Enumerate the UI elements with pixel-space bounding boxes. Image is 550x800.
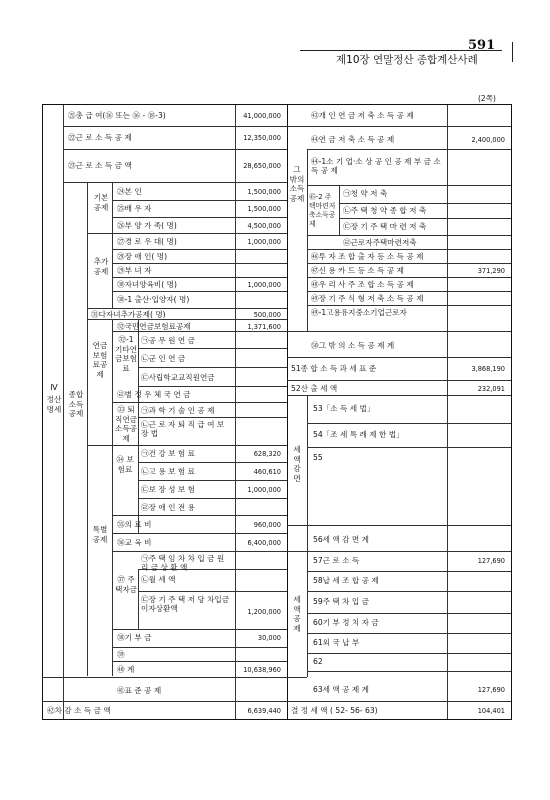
- insurance-amount-3: 1,000,000: [247, 486, 281, 494]
- label-31: ㉛다자녀추가공제( 명): [91, 310, 166, 319]
- label-64: 결 정 세 액 ( 52- 56- 63): [291, 706, 378, 715]
- label-27: ㉗경 로 우 대( 명): [117, 237, 177, 246]
- amount-51: 3,868,190: [471, 365, 505, 373]
- credit-item-1: 57근 로 소 득: [313, 556, 360, 565]
- retire-item-1: ㉠과 학 기 술 인 공 제: [141, 406, 215, 415]
- other-deduction-group: 그 밖의 소득공제: [289, 165, 305, 203]
- insurance-amount-1: 628,320: [253, 450, 281, 458]
- amount-38: 30,000: [257, 634, 281, 642]
- section-title: 정산명세: [46, 395, 62, 414]
- basic-deduction-group: 기본공제: [93, 193, 109, 212]
- housing-savings-2: ㉡주 택 청 약 종 합 저 축: [343, 206, 427, 215]
- label-21: ㉑총 급 여(⑯ 또는 ⑯ - ⑱-3): [68, 111, 166, 120]
- amount-24: 1,500,000: [247, 188, 281, 196]
- credit-item-2: 58납 세 조 합 공 제: [313, 576, 379, 585]
- label-26: ㉖부 양 가 족( 명): [117, 221, 177, 230]
- retirement-group: ㉝ 퇴직연금소득공제: [115, 405, 138, 443]
- amount-42: 6,639,440: [247, 707, 281, 715]
- page-indicator: (2쪽): [478, 94, 496, 103]
- tax-reduction-group: 세액감면: [293, 445, 301, 483]
- label-28: ㉘장 애 인( 명): [117, 252, 168, 261]
- amount-25: 1,500,000: [247, 205, 281, 213]
- housing-item-2: ㉡월 세 액: [141, 575, 176, 584]
- label-23: ㉓근 로 소 득 금 액: [68, 161, 132, 170]
- amount-21: 41,000,000: [243, 112, 281, 120]
- insurance-item-1: ㉠건 강 보 험 료: [141, 449, 195, 458]
- housing-item-3: ㉢장 기 주 택 저 당 차입금이자상환액: [141, 595, 230, 613]
- label-47: ㊼신 용 카 드 등 소 득 공 제: [311, 266, 404, 275]
- label-48: ㊽우 리 사 주 조 합 소 득 공 제: [311, 280, 414, 289]
- label-43: ㊸개 인 연 금 저 축 소 득 공 제: [311, 111, 414, 120]
- credit-amount-1: 127,690: [477, 557, 505, 565]
- label-36: ㊱교 육 비: [117, 538, 152, 547]
- label-24: ㉔본 인: [117, 187, 142, 196]
- label-44-1: ㊹-1소 기 업·소 상 공 인 공 제 부 금 소 득 공 제: [311, 157, 441, 175]
- insurance-item-3: ㉢보 장 성 보 험: [141, 485, 195, 494]
- label-30-1: ㉚-1 출산·입양자( 명): [117, 295, 190, 304]
- amount-52: 232,091: [477, 385, 505, 393]
- header-divider: [512, 42, 513, 62]
- label-52: 52산 출 세 액: [291, 384, 338, 393]
- housing-amount-3: 1,200,000: [247, 608, 281, 616]
- amount-27: 1,000,000: [247, 238, 281, 246]
- amount-40: 10,638,960: [243, 666, 281, 674]
- amount-32: 1,371,600: [247, 323, 281, 331]
- credit-item-6: 62: [313, 657, 323, 666]
- extra-deduction-group: 추가공제: [93, 257, 109, 276]
- label-40: ㊵ 계: [117, 665, 135, 674]
- label-41: ㊶표 준 공 제: [117, 686, 162, 695]
- other-pension-group: ㉜-1 기타연금보험료: [115, 335, 138, 373]
- retire-item-2: ㉡근 로 자 퇴 직 급 여 보 장 법: [141, 420, 225, 438]
- insurance-group: ㉞ 보험료: [116, 455, 134, 474]
- amount-30: 1,000,000: [247, 281, 281, 289]
- section-number: Ⅳ: [50, 383, 58, 392]
- label-29: ㉙부 녀 자: [117, 266, 152, 275]
- pension-group: 연금보험료공제: [92, 341, 108, 379]
- chapter-title: 제10장 연말정산 종합계산사례: [336, 54, 478, 66]
- label-38: ㊳기 부 금: [117, 633, 152, 642]
- reduction-item-1: 53「소 득 세 법」: [313, 404, 375, 413]
- housing-fund-group: ㊲ 주택자금: [115, 575, 138, 594]
- insurance-item-4: ㉣장 애 인 전 용: [141, 503, 195, 512]
- reduction-item-2: 54「조 세 특 례 제 한 법」: [313, 430, 404, 439]
- housing-item-1: ㉠주 택 임 차 차 입 금 원 리 금 상 환 액: [141, 554, 225, 572]
- housing-savings-1: ㉠청 약 저 축: [343, 189, 388, 198]
- amount-64: 104,401: [477, 707, 505, 715]
- credit-item-5: 61외 국 납 부: [313, 638, 360, 647]
- amount-36: 6,400,000: [247, 539, 281, 547]
- label-51: 51종 합 소 득 과 세 표 준: [291, 364, 377, 373]
- amount-63: 127,690: [477, 686, 505, 694]
- label-39: ㊴: [117, 650, 125, 659]
- credit-item-4: 60기 부 정 치 자 금: [313, 618, 379, 627]
- housing-savings-3: ㉢장 기 주 택 마 련 저 축: [343, 222, 427, 231]
- header-rule: [300, 50, 502, 51]
- label-35: ㉟의 료 비: [117, 520, 152, 529]
- label-46: ㊻투 자 조 합 출 자 등 소 득 공 제: [311, 252, 424, 261]
- pension-item-4: ㉣별 정 우 체 국 연 금: [117, 390, 191, 399]
- amount-47: 371,290: [477, 267, 505, 275]
- label-63: 63세 액 공 제 계: [313, 685, 369, 694]
- housing-savings-group: ㊺-2 주택마련저축소득공제: [309, 193, 336, 228]
- label-42: ㊷차 감 소 득 금 액: [47, 706, 111, 715]
- label-49: ㊾장 기 주 식 형 저 축 소 득 공 제: [311, 294, 424, 303]
- credit-item-3: 59주 택 차 입 금: [313, 597, 369, 606]
- reduction-item-3: 55: [313, 453, 323, 462]
- pension-item-1: ㉠공 무 원 연 금: [141, 336, 195, 345]
- label-44: ㊹연 금 저 축 소 득 공 제: [311, 135, 395, 144]
- page-number: 591: [468, 38, 496, 53]
- amount-26: 4,500,000: [247, 222, 281, 230]
- pension-item-2: ㉡군 인 연 금: [141, 354, 186, 363]
- sub-section-title: 종합소득공제: [68, 390, 84, 419]
- amount-44: 2,400,000: [471, 136, 505, 144]
- insurance-amount-2: 460,610: [253, 468, 281, 476]
- insurance-item-2: ㉡고 용 보 험 료: [141, 467, 195, 476]
- amount-23: 28,650,000: [243, 162, 281, 170]
- label-56: 56세 액 감 면 계: [313, 535, 369, 544]
- label-50: ㊿그 밖 의 소 득 공 제 계: [311, 341, 395, 350]
- housing-savings-4: ㉣근로자주택마련저축: [343, 238, 417, 247]
- label-22: ㉒근 로 소 득 공 제: [68, 133, 132, 142]
- tax-credit-group: 세액공제: [293, 595, 301, 633]
- amount-31: 500,000: [253, 311, 281, 319]
- pension-item-3: ㉢사립학교교직원연금: [141, 373, 215, 382]
- label-30: ㉚자녀양육비( 명): [117, 280, 177, 289]
- label-25: ㉕배 우 자: [117, 204, 152, 213]
- label-32: ㉜국민연금보험료공제: [117, 322, 191, 331]
- settlement-table: [42, 104, 512, 720]
- amount-22: 12,350,000: [243, 134, 281, 142]
- label-49-1: ㊾-1고용유지중소기업근로자: [311, 308, 407, 317]
- special-group: 특별공제: [92, 525, 108, 544]
- amount-35: 960,000: [253, 521, 281, 529]
